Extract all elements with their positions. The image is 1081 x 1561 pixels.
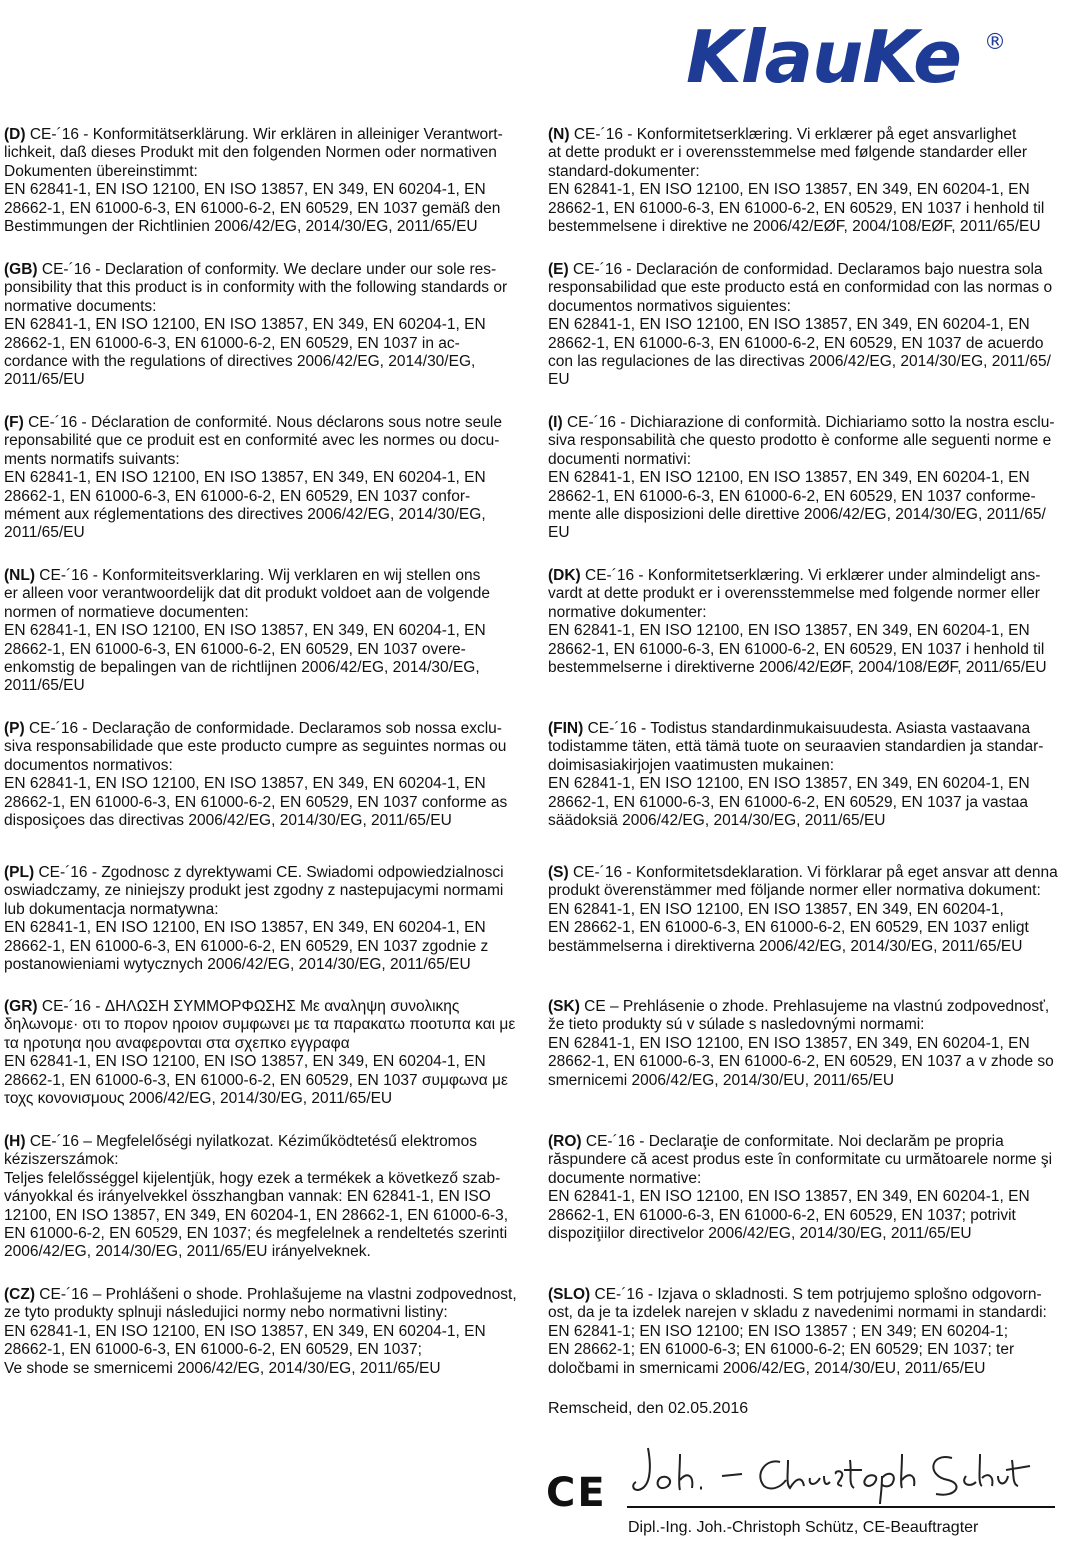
declaration-block: [4, 567, 539, 696]
declaration-block: [4, 864, 539, 974]
declaration-line: disposiçoes das directivas 2006/42/EG, 2014/30/EG, 2011/65/EU: [4, 812, 452, 830]
declaration-heading: [548, 567, 1078, 585]
declaration-heading: [4, 720, 539, 738]
declaration-line: 28662-1, EN 61000-6-3, EN 61000-6-2, EN 60529, EN 1037 ja vastaa: [548, 793, 1028, 811]
declaration-line: 28662-1, EN 61000-6-3, EN 61000-6-2, EN 60529, EN 1037 i henhold til: [548, 640, 1045, 658]
declaration-line: bestemmelserne i direktiverne 2006/42/EØF, 2004/108/EØF, 2011/65/EU: [548, 659, 1047, 677]
declaration-line: EN 62841-1, EN ISO 12100, EN ISO 13857, EN 349, EN 60204-1, EN: [548, 622, 1030, 640]
declaration-line: 28662-1, EN 61000-6-3, EN 61000-6-2, EN 60529, EN 1037 conforme as: [4, 793, 508, 811]
declaration-line: produkt överenstämmer med följande normer eller normativa dokument:: [548, 882, 1041, 900]
declaration-line: 28662-1, EN 61000-6-3, EN 61000-6-2, EN 60529, EN 1037 zgodnie z: [4, 937, 489, 955]
declaration-line: responsabilidad que este producto está en conformidad con las normas o: [548, 279, 1053, 297]
declaration-title: CE-´16 - Declaration of conformity. We declare under our sole res-: [37, 261, 497, 278]
declaration-heading: [548, 1133, 1078, 1151]
declaration-line: ost, da je ta izdelek narejen v skladu z navedenimi normami in standardi:: [548, 1304, 1047, 1322]
declaration-heading: [548, 998, 1078, 1016]
declaration-block: [548, 998, 1078, 1090]
declaration-block: [548, 1286, 1078, 1378]
declaration-line: 2011/65/EU: [4, 524, 85, 542]
signature-line: [627, 1506, 1055, 1508]
declaration-line: documente normative:: [548, 1169, 702, 1187]
declaration-heading: [4, 126, 539, 144]
declaration-line: documentos normativos siguientes:: [548, 297, 791, 315]
declaration-title: CE – Prehlásenie o zhode. Prehlasujeme na vlastnú zodpovednosť,: [579, 998, 1050, 1015]
declaration-heading: [548, 1286, 1078, 1304]
declaration-line: postanowieniami wytycznych 2006/42/EG, 2014/30/EG, 2011/65/EU: [4, 956, 471, 974]
declaration-block: [4, 414, 539, 543]
declaration-heading: [4, 864, 539, 882]
declaration-title: CE-´16 - Konformitetserklæring. Vi erklærer under almindeligt ans-: [580, 567, 1041, 584]
language-code: (DK): [548, 567, 581, 584]
declaration-title: CE-´16 - Declaración de conformidad. Declaramos bajo nuestra sola: [568, 261, 1043, 278]
declaration-heading: [548, 864, 1078, 882]
language-code: (N): [548, 126, 570, 143]
declaration-block: [4, 1286, 539, 1378]
declaration-title: CE-´16 - ΔΗΛΩΣΗ ΣΥΜΜΟΡΦΩΣΗΣ Με αναληψη συνολικης: [37, 998, 460, 1015]
language-code: (RO): [548, 1133, 582, 1150]
declaration-line: EN 62841-1, EN ISO 12100, EN ISO 13857, EN 349, EN 60204-1, EN: [4, 622, 486, 640]
declaration-title: CE-´16 – Megfelelőségi nyilatkozat. Kéziműködtetésű elektromos: [25, 1133, 477, 1150]
signer-name: Dipl.-Ing. Joh.-Christoph Schütz, CE-Beauftragter: [628, 1519, 979, 1536]
declaration-line: EU: [548, 524, 570, 542]
signature-image: [630, 1440, 1050, 1505]
declaration-line: todistamme täten, että tämä tuote on seuraavien standardien ja standar-: [548, 738, 1044, 756]
declaration-line: 28662-1, EN 61000-6-3, EN 61000-6-2, EN 60529, EN 1037 conforme-: [548, 487, 1036, 505]
declaration-line: EN 62841-1, EN ISO 12100, EN ISO 13857, EN 349, EN 60204-1, EN: [4, 1053, 486, 1071]
declaration-line: EN 62841-1, EN ISO 12100, EN ISO 13857, EN 349, EN 60204-1, EN: [4, 919, 486, 937]
language-code: (CZ): [4, 1286, 35, 1303]
declaration-line: EN 62841-1, EN ISO 12100, EN ISO 13857, EN 349, EN 60204-1, EN: [4, 775, 486, 793]
declaration-line: documenti normativi:: [548, 450, 692, 468]
declaration-line: mément aux réglementations des directives 2006/42/EG, 2014/30/EG,: [4, 506, 486, 524]
declaration-line: EN 62841-1, EN ISO 12100, EN ISO 13857, EN 349, EN 60204-1, EN: [548, 1188, 1030, 1206]
declaration-line: 2006/42/EG, 2014/30/EG, 2011/65/EU irányelveknek.: [4, 1243, 371, 1261]
declaration-line: 28662-1, EN 61000-6-3, EN 61000-6-2, EN 60529, EN 1037 i henhold til: [548, 199, 1045, 217]
declaration-line: lub dokumentacja normatywna:: [4, 900, 219, 918]
declaration-block: [548, 414, 1078, 543]
declaration-title: CE-´16 - Zgodnosc z dyrektywami CE. Swiadomi odpowiedzialnosci: [34, 864, 504, 881]
language-code: (P): [4, 720, 25, 737]
declaration-line: con las regulaciones de las directivas 2006/42/EG, 2014/30/EG, 2011/65/: [548, 353, 1051, 371]
declaration-line: enkomstig de bepalingen van de richtlijnen 2006/42/EG, 2014/30/EG,: [4, 659, 480, 677]
declaration-line: τα ηροτυηα ηου αναφερονται στα σχεπκο εγγραφα: [4, 1034, 350, 1052]
declaration-line: δηλωνομε· οτι το πορον ηροιον συμφωνει με τα παρακατω ποοτυπα και με: [4, 1016, 516, 1034]
declaration-title: CE-´16 - Konformiteitsverklaring. Wij verklaren en wij stellen ons: [35, 567, 481, 584]
declaration-heading: [548, 414, 1078, 432]
declaration-line: documentos normativos:: [4, 756, 173, 774]
declaration-title: CE-´16 - Declaraţie de conformitate. Noi declarăm pe propria: [581, 1133, 1004, 1150]
declaration-block: [548, 720, 1078, 830]
registered-mark: ®: [984, 30, 1006, 55]
declaration-line: răspundere că acest produs este în conformitate cu următoarele norme şi: [548, 1151, 1053, 1169]
declaration-line: oswiadczamy, ze niniejszy produkt jest zgodny z nastepujacymi normami: [4, 882, 504, 900]
declaration-line: Dokumenten übereinstimmt:: [4, 162, 198, 180]
declaration-line: 2011/65/EU: [4, 371, 85, 389]
declaration-title: CE-´16 - Todistus standardinmukaisuudesta. Asiasta vastaavana: [583, 720, 1031, 737]
declaration-title: CE-´16 - Dichiarazione di conformità. Dichiariamo sotto la nostra esclu-: [562, 414, 1055, 431]
declaration-line: siva responsabilidade que este producto cumpre as seguintes normas ou: [4, 738, 507, 756]
language-code: (D): [4, 126, 26, 143]
declaration-line: določbami in smernicami 2006/42/EG, 2014/30/EU, 2011/65/EU: [548, 1359, 986, 1377]
language-code: (SLO): [548, 1286, 591, 1303]
declaration-line: er alleen voor verantwoordelijk dat dit produkt voldoet aan de volgende: [4, 585, 490, 603]
declaration-line: doimisasiakirjojen vaatimusten mukainen:: [548, 756, 835, 774]
language-code: (GR): [4, 998, 38, 1015]
declaration-line: 28662-1, EN 61000-6-3, EN 61000-6-2, EN 60529, EN 1037 συμφωνα με: [4, 1071, 508, 1089]
declaration-line: EN 62841-1, EN ISO 12100, EN ISO 13857, EN 349, EN 60204-1, EN: [4, 181, 486, 199]
language-code: (I): [548, 414, 563, 431]
declaration-line: 12100, EN ISO 13857, EN 349, EN 60204-1, EN 28662-1, EN 61000-6-3,: [4, 1206, 509, 1224]
declaration-line: EN 62841-1, EN ISO 12100, EN ISO 13857, EN 349, EN 60204-1, EN: [548, 469, 1030, 487]
declaration-line: EN 62841-1; EN ISO 12100; EN ISO 13857 ; EN 349; EN 60204-1;: [548, 1322, 1009, 1340]
declaration-title: CE-´16 - Konformitetserklæring. Vi erklærer på eget ansvarlighet: [569, 126, 1017, 143]
declaration-line: bestemmelsene i direktive ne 2006/42/EØF, 2004/108/EØF, 2011/65/EU: [548, 218, 1041, 236]
declaration-line: ments normatifs suivants:: [4, 450, 180, 468]
declaration-line: EN 62841-1, EN ISO 12100, EN ISO 13857, EN 349, EN 60204-1, EN: [4, 1322, 486, 1340]
declaration-line: säädoksiä 2006/42/EG, 2014/30/EG, 2011/65/EU: [548, 812, 886, 830]
declaration-line: reponsabilité que ce produit est en conformité avec les normes ou docu-: [4, 432, 500, 450]
language-code: (S): [548, 864, 569, 881]
declaration-line: ványokkal és irányelvekkel összhangban vannak: EN 62841-1, EN ISO: [4, 1188, 491, 1206]
declaration-line: 28662-1, EN 61000-6-3, EN 61000-6-2, EN 60529, EN 1037 gemäß den: [4, 199, 501, 217]
language-code: (F): [4, 414, 24, 431]
declaration-line: 28662-1, EN 61000-6-3, EN 61000-6-2, EN 60529, EN 1037 confor-: [4, 487, 471, 505]
declaration-title: CE-´16 - Izjava o skladnosti. S tem potrjujemo splošno odgovorn-: [590, 1286, 1042, 1303]
declaration-line: at dette produkt er i overensstemmelse med følgende standarder eller: [548, 144, 1028, 162]
declaration-line: EN 61000-6-2, EN 60529, EN 1037; és megfelelnek a rendeltetés szerinti: [4, 1225, 508, 1243]
declaration-line: Ve shode se smernicemi 2006/42/EG, 2014/30/EG, 2011/65/EU: [4, 1359, 441, 1377]
declaration-heading: [548, 720, 1078, 738]
declaration-line: mente alle disposizioni delle direttive 2006/42/EG, 2014/30/EG, 2011/65/: [548, 506, 1046, 524]
declaration-block: [4, 998, 539, 1108]
declaration-block: [548, 126, 1078, 236]
declaration-heading: [4, 261, 539, 279]
language-code: (GB): [4, 261, 38, 278]
language-code: (PL): [4, 864, 35, 881]
ce-mark: CE: [546, 1470, 607, 1516]
declaration-title: CE-´16 – Prohlášeni o shode. Prohlašujeme na vlastni zodpovednost,: [35, 1286, 517, 1303]
declaration-block: [548, 864, 1078, 956]
declaration-line: 28662-1, EN 61000-6-3, EN 61000-6-2, EN 60529, EN 1037 de acuerdo: [548, 334, 1044, 352]
declaration-line: ze tyto produkty splnuji následujici normy nebo normativni listiny:: [4, 1304, 448, 1322]
declaration-line: cordance with the regulations of directives 2006/42/EG, 2014/30/EG,: [4, 353, 476, 371]
declaration-heading: [4, 998, 539, 1016]
declaration-line: Teljes felelősséggel kijelentjük, hogy ezek a termékek a következő szab-: [4, 1169, 501, 1187]
declaration-title: CE-´16 - Déclaration de conformité. Nous déclarons sous notre seule: [23, 414, 502, 431]
declaration-line: EN 62841-1, EN ISO 12100, EN ISO 13857, EN 349, EN 60204-1, EN: [548, 1034, 1030, 1052]
declaration-line: 28662-1, EN 61000-6-3, EN 61000-6-2, EN 60529, EN 1037 overe-: [4, 640, 466, 658]
declaration-line: kéziszerszámok:: [4, 1151, 119, 1169]
klauke-logo: [686, 15, 1016, 99]
declaration-heading: [4, 1286, 539, 1304]
declaration-heading: [4, 567, 539, 585]
language-code: (E): [548, 261, 569, 278]
declaration-block: [548, 261, 1078, 390]
logo-wordmark: KlauKe: [686, 15, 962, 99]
declaration-line: siva responsabilità che questo prodotto è conforme alle seguenti norme e: [548, 432, 1052, 450]
declaration-line: 28662-1, EN 61000-6-3, EN 61000-6-2, EN 60529, EN 1037 in ac-: [4, 334, 460, 352]
declaration-line: 28662-1, EN 61000-6-3, EN 61000-6-2, EN 60529, EN 1037;: [4, 1341, 422, 1359]
declaration-line: EN 28662-1; EN 61000-6-3; EN 61000-6-2; EN 60529; EN 1037; ter: [548, 1341, 1015, 1359]
declaration-block: [548, 1133, 1078, 1243]
declaration-line: bestämmelserna i direktiverna 2006/42/EG, 2014/30/EG, 2011/65/EU: [548, 937, 1023, 955]
declaration-block: [4, 126, 539, 236]
place-date: Remscheid, den 02.05.2016: [548, 1400, 749, 1417]
language-code: (NL): [4, 567, 35, 584]
declaration-line: normen of normatieve documenten:: [4, 603, 249, 621]
declaration-line: vardt at dette produkt er i overensstemmelse med folgende normer eller: [548, 585, 1040, 603]
declaration-block: [4, 261, 539, 390]
declaration-line: EN 28662-1, EN 61000-6-3, EN 61000-6-2, EN 60529, EN 1037 enligt: [548, 919, 1029, 937]
declaration-block: [4, 720, 539, 830]
declaration-line: normative dokumenter:: [548, 603, 707, 621]
declaration-block: [548, 567, 1078, 677]
declaration-line: EN 62841-1, EN ISO 12100, EN ISO 13857, EN 349, EN 60204-1,: [548, 900, 1004, 918]
declaration-title: CE-´16 - Konformitetsdeklaration. Vi förklarar på eget ansvar att denna: [568, 864, 1058, 881]
declaration-line: 28662-1, EN 61000-6-3, EN 61000-6-2, EN 60529, EN 1037; potrivit: [548, 1206, 1016, 1224]
declaration-line: standard-dokumenter:: [548, 162, 700, 180]
declaration-title: CE-´16 - Konformitätserklärung. Wir erklären in alleiniger Verantwort-: [25, 126, 503, 143]
declaration-line: že tieto produkty sú v súlade s nasledovnými normami:: [548, 1016, 925, 1034]
declaration-line: EN 62841-1, EN ISO 12100, EN ISO 13857, EN 349, EN 60204-1, EN: [4, 469, 486, 487]
declaration-title: CE-´16 - Declaração de conformidade. Declaramos sob nossa exclu-: [24, 720, 502, 737]
declaration-line: ponsibility that this product is in conformity with the following standards or: [4, 279, 508, 297]
declaration-line: lichkeit, daß dieses Produkt mit den folgenden Normen oder normativen: [4, 144, 497, 162]
declaration-line: EN 62841-1, EN ISO 12100, EN ISO 13857, EN 349, EN 60204-1, EN: [548, 181, 1030, 199]
declaration-line: normative documents:: [4, 297, 157, 315]
language-code: (FIN): [548, 720, 584, 737]
declaration-heading: [4, 414, 539, 432]
declaration-line: 28662-1, EN 61000-6-3, EN 61000-6-2, EN 60529, EN 1037 a v zhode so: [548, 1053, 1054, 1071]
declaration-heading: [548, 261, 1078, 279]
declaration-line: dispoziţiilor directivelor 2006/42/EG, 2014/30/EG, 2011/65/EU: [548, 1225, 972, 1243]
declaration-line: EN 62841-1, EN ISO 12100, EN ISO 13857, EN 349, EN 60204-1, EN: [548, 316, 1030, 334]
declaration-heading: [4, 1133, 539, 1151]
declaration-line: 2011/65/EU: [4, 677, 85, 695]
declaration-line: τοχς κονονισμους 2006/42/EG, 2014/30/EG, 2011/65/EU: [4, 1090, 393, 1108]
declaration-line: EN 62841-1, EN ISO 12100, EN ISO 13857, EN 349, EN 60204-1, EN: [4, 316, 486, 334]
declaration-line: EN 62841-1, EN ISO 12100, EN ISO 13857, EN 349, EN 60204-1, EN: [548, 775, 1030, 793]
declaration-line: Bestimmungen der Richtlinien 2006/42/EG, 2014/30/EG, 2011/65/EU: [4, 218, 478, 236]
declaration-block: [4, 1133, 539, 1262]
language-code: (SK): [548, 998, 580, 1015]
declaration-line: EU: [548, 371, 570, 389]
language-code: (H): [4, 1133, 26, 1150]
declaration-line: smernicemi 2006/42/EG, 2014/30/EU, 2011/65/EU: [548, 1071, 895, 1089]
declaration-heading: [548, 126, 1078, 144]
